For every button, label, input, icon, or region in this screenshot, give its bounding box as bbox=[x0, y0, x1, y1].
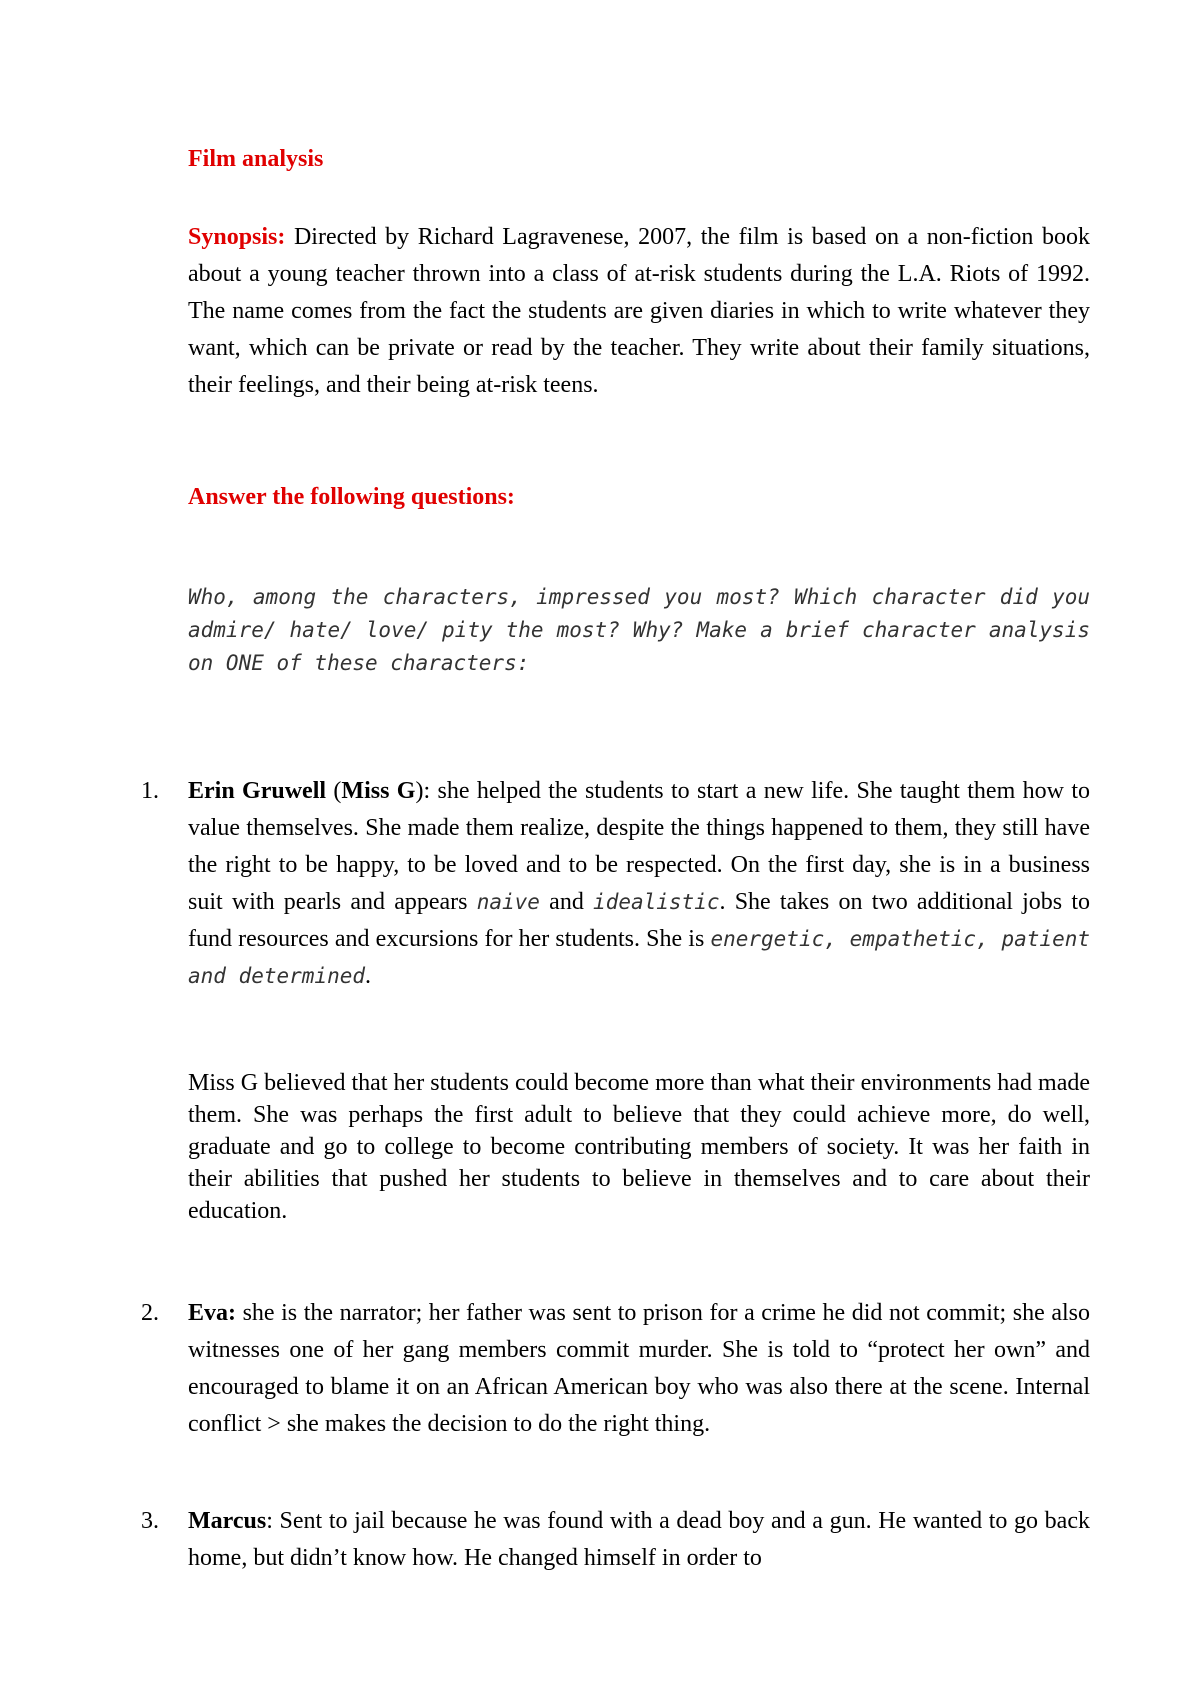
list-item-text bbox=[188, 1503, 1090, 1577]
character-name: Eva: bbox=[188, 1300, 236, 1326]
synopsis-paragraph bbox=[188, 219, 1090, 404]
character-description: : Sent to jail because he was found with a dead boy and a gun. He wanted to go back home, but didn’t know how. He changed himself in order to bbox=[188, 1508, 1090, 1571]
character-name: Marcus bbox=[188, 1508, 267, 1534]
list-item-number: 3. bbox=[141, 1508, 159, 1534]
character-description-continued: . She takes on two additional jobs to fund resources and excursions for her students. She is bbox=[188, 889, 1091, 952]
list-item-eva bbox=[141, 1295, 1090, 1443]
list-item-text bbox=[188, 773, 1090, 995]
questions-heading: Answer the following questions: bbox=[188, 484, 515, 510]
list-item-text bbox=[188, 1295, 1090, 1443]
sentence-end: . bbox=[365, 963, 372, 989]
character-description: ): she helped the students to start a new life. She taught them how to value themselves. She made them realize, despite the things happened to them, they still have the right to be happy, to be loved and to be respected. On the first day, she is in a business suit with pearls and appears bbox=[188, 778, 1090, 915]
list-item-second-paragraph: Miss G believed that her students could become more than what their environments had made them. She was perhaps the first adult to believe that they could achieve more, do well, graduate and go to college to become contributing members of society. It was her faith in their abilities that pushed her students to believe in themselves and to care about their education. bbox=[188, 1070, 1090, 1224]
list-item-erin-gruwell bbox=[141, 773, 1091, 1224]
document-title: Film analysis bbox=[188, 146, 324, 172]
list-item-number: 2. bbox=[141, 1300, 159, 1326]
list-item-number: 1. bbox=[141, 778, 159, 804]
paren-open: ( bbox=[326, 778, 342, 804]
italic-trait: naive bbox=[476, 890, 540, 914]
italic-traits-list: energetic, empathetic, patient and determined bbox=[188, 927, 1090, 988]
synopsis-label: Synopsis: bbox=[188, 224, 286, 250]
character-description: she is the narrator; her father was sent to prison for a crime he did not commit; she also witnesses one of her gang members commit murder. She is told to “protect her own” and encouraged to blame it on an African American boy who was also there at the scene. Internal conflict > she makes the decision to do the right thing. bbox=[188, 1300, 1090, 1437]
list-item-marcus bbox=[141, 1503, 1090, 1577]
question-prompt: Who, among the characters, impressed you most? Which character did you admire/ hate/ love/ pity the most? Why? Make a brief character analysis on ONE of these characters: bbox=[188, 585, 1090, 675]
connector-text: and bbox=[539, 889, 594, 915]
italic-trait: idealistic bbox=[593, 890, 720, 914]
character-name: Erin Gruwell bbox=[188, 778, 327, 804]
character-alias: Miss G bbox=[341, 778, 416, 804]
synopsis-text: Directed by Richard Lagravenese, 2007, the film is based on a non-fiction book about a young teacher thrown into a class of at-risk students during the L.A. Riots of 1992. The name comes from the fact the students are given diaries in which to write whatever they want, which can be private or read by the teacher. They write about their family situations, their feelings, and their being at-risk teens. bbox=[188, 224, 1090, 398]
